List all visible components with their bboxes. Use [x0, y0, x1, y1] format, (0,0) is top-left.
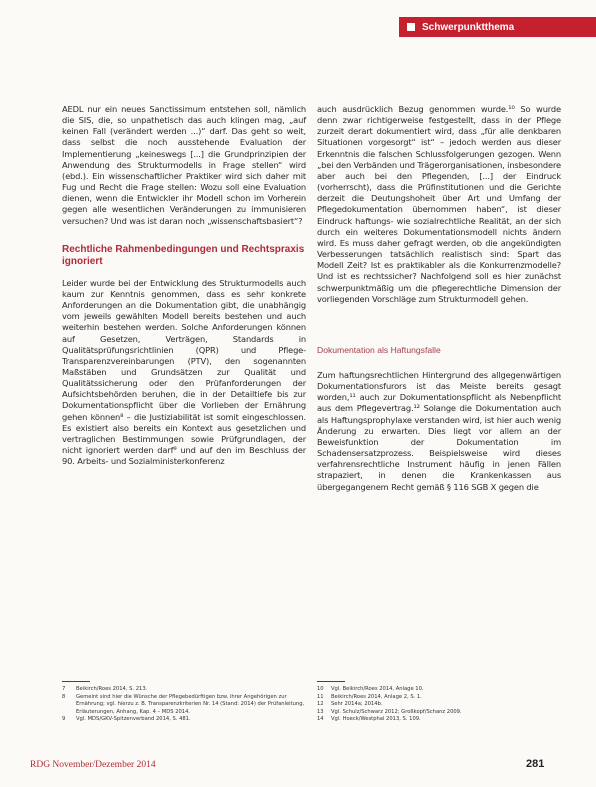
- left-paragraph-1: AEDL nur ein neues Sanctissimum entstehen soll, nämlich die SIS, die, so unpathetisch das auch klingen mag, „auf keinen Fall (verändert werden ...)“ darf. Das geht so weit, dass selbst die noch ausstehende Evaluation der Implementierung „keineswegs [...] die Grundprinzipien der Anwendung des Strukturmodells in Frage stellen“ wird (ebd.). Ein wissenschaftlicher Praktiker wird sich daher mit Fug und Recht die Frage stellen: Wozu soll eine Evaluation dienen, wenn die Entwickler ihr Modell schon im Vorherein gegen alle wesentlichen Veränderungen zu immunisieren versuchen? Und was ist daran noch „wissenschaftsbasiert“?: [62, 104, 306, 226]
- footnote: 14 Vgl. Hoeck/Westphal 2013, S. 109.: [317, 716, 421, 723]
- footnote-divider: [317, 681, 345, 682]
- footnotes-right: [317, 686, 561, 724]
- journal-issue: RDG November/Dezember 2014: [30, 760, 156, 770]
- footnote: 7 Beikirch/Roes 2014, S. 213.: [62, 686, 148, 692]
- left-paragraph-2: Leider wurde bei der Entwicklung des Strukturmodells auch kaum zur Kenntnis genommen, dass es sehr konkrete Anforderungen an die Dokumentation gibt, die unabhängig vom jeweils gewählten Modell bereits bestehen und auch weiterhin bestehen werden. Solche Anforderungen können auf Gesetzen, Verträgen, Standards in Qualitätsprüfungsrichtlinien (QPR) und Pflege-Transparenzvereinbarungen (PTV), den sogenannten Maßstäben und Grundsätzen zur Qualität und Qualitätssicherung oder den Prüfanforderungen der Aufsichtsbehörden beruhen, die in der Detailtiefe bis zur Dokumentationspflicht über die Vorlieben der Ernährung gehen können⁸ – die Justiziabilität ist somit eingeschlossen. Es existiert also bereits ein Kontext aus gesetzlichen und vertraglichen Bestimmungen sowie Prüfgrundlagen, der nicht ignoriert werden darf⁹ und auf den im Beschluss der 90. Arbeits- und Sozialministerkonferenz: [62, 277, 306, 467]
- footnote: 11 Beikirch/Roes 2014, Anlage 2, S. 1.: [317, 693, 422, 700]
- footnote: 12 Sehr 2014a; 2014b.: [317, 701, 383, 708]
- subsection-heading: Dokumentation als Haftungsfalle: [317, 344, 441, 355]
- footnote: 8 Gemeint sind hier die Wünsche der Pflegebedürftigen bzw. ihrer Angehörigen zur Ernährung; vgl. hierzu z. B. Transparenzkriterien Nr. 14 (Stand: 2014) der Prüfanleitung, Erläuterungen, Anhang, Kap. 4 – MDS 2014.: [62, 693, 305, 715]
- section-label: Schwerpunktthema: [422, 21, 515, 33]
- square-icon: [407, 23, 415, 31]
- footnote: 10 Vgl. Beikirch/Roes 2014, Anlage 10.: [317, 686, 424, 692]
- left-column: [62, 104, 306, 467]
- right-paragraph-1: auch ausdrücklich Bezug genommen wurde.¹⁰ So wurde denn zwar richtigerweise festgestellt, dass in der Pflege zurzeit derart dokumentiert wird, dass „für alle denkbaren Situationen vorgesorgt“ ist“ – jedoch werden aus dieser Erkenntnis die falschen Schlussfolgerungen gezogen. Wenn „bei den Verbänden und Trägerorganisationen, insbesondere aber auch bei den Pflegenden, [...] der Eindruck (vorherrscht), dass die Prüfinstitutionen und die Gerichte derzeit die Deutungshoheit über Art und Umfang der Pflegedokumentation übernommen haben“, ist dieser Eindruck haftungs- wie sozialrechtliche Realität, an der sich durch ein weiteres Dokumentationsmodell nichts ändern wird. Es muss daher gefragt werden, ob die angekündigten Verbesserungen tatsächlich realistisch sind: Spart das Modell Zeit? Ist es praktikabler als die Konkurrenzmodelle? Und ist es rechtssicher? Nachfolgend soll es hier zunächst schwerpunktmäßig um die pflegerechtliche Dimension der vorliegenden Vorschläge zum Strukturmodell gehen.: [317, 104, 561, 304]
- footnote: 13 Vgl. Schulz/Schwarz 2012; Großkopf/Schanz 2009.: [317, 708, 462, 715]
- footnotes-left: [62, 686, 306, 724]
- footnote-divider: [62, 681, 90, 682]
- footnote: 9 Vgl. MDS/GKV-Spitzenverband 2014, S. 481.: [62, 716, 191, 723]
- right-column: [317, 104, 561, 493]
- section-header-bar: [399, 17, 596, 37]
- right-paragraph-2: Zum haftungsrechtlichen Hintergrund des allgegenwärtigen Dokumentationsfurors ist das Meiste bereits gesagt worden,¹¹ auch zur Dokumentationspflicht als Nebenpflicht aus dem Pflegevertrag.¹² Solange die Dokumentation auch als Haftungsprophylaxe verstanden wird, ist hier auch wenig Änderung zu erwarten. Dies liegt vor allem an der Beweisfunktion der Dokumentation im Schadensersatzprozess. Beispielsweise wird dieses verfahrensrechtliche Instrument häufig in jenen Fällen strapaziert, in denen die Krankenkassen aus übergegangenem Recht gemäß § 116 SGB X gegen die: [317, 369, 561, 492]
- section-heading: Rechtliche Rahmenbedingungen und Rechtspraxis ignoriert: [62, 243, 305, 268]
- page-number: 281: [526, 758, 545, 770]
